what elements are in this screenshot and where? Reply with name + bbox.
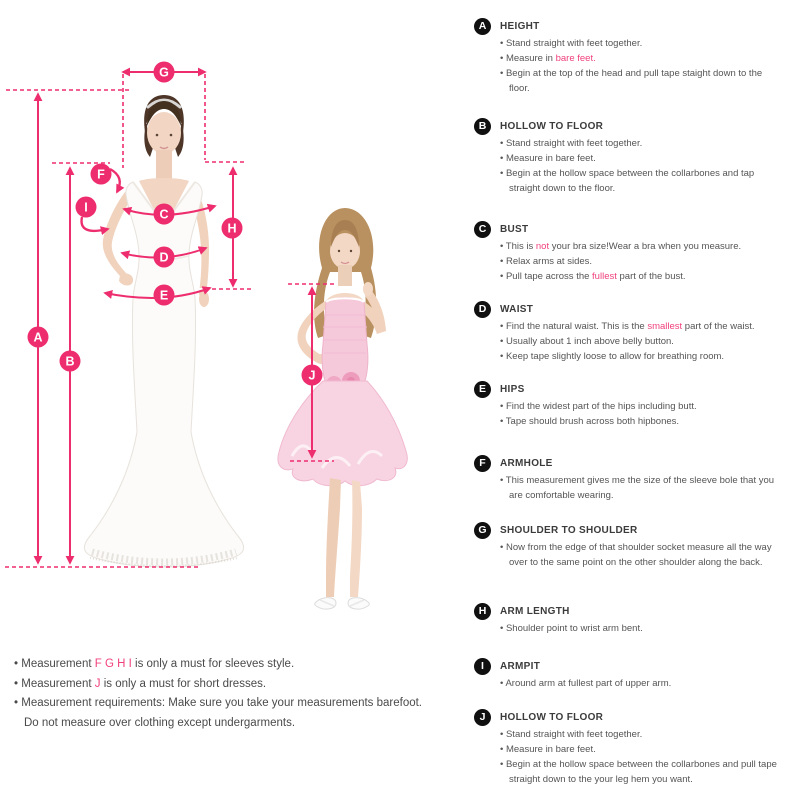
text-segment: Begin at the top of the head and pull tape staight down to the floor. <box>505 68 763 94</box>
section-letter-badge: C <box>474 221 491 238</box>
text-segment: Begin at the hollow space between the collarbones and pull tape straight down to the your leg hem you want. <box>505 759 777 785</box>
marker-b-badge <box>60 351 81 372</box>
section-letter-badge: B <box>474 118 491 135</box>
instruction-bullet <box>500 136 778 151</box>
text-segment: is only a must for short dresses. <box>100 677 267 690</box>
text-segment: part of the bust. <box>616 271 686 282</box>
section-bullets <box>500 676 778 691</box>
instruction-bullet <box>500 334 778 349</box>
instruction-bullet <box>500 621 778 636</box>
text-segment: Usually about 1 inch above belly button. <box>505 336 674 347</box>
section-letter-badge: G <box>474 522 491 539</box>
highlighted-text: smallest <box>647 321 683 332</box>
svg-text:F: F <box>97 167 105 182</box>
instruction-bullet <box>500 676 778 691</box>
instruction-bullet <box>500 166 778 196</box>
section-letter-badge: I <box>474 658 491 675</box>
section-title: SHOULDER TO SHOULDER <box>500 525 638 536</box>
section-d-waist <box>470 303 795 364</box>
text-segment: Measure in bare feet. <box>505 153 596 164</box>
text-segment: Tape should brush across both hipbones. <box>505 416 680 427</box>
marker-c-badge <box>154 204 175 225</box>
section-j-hollow-to-floor <box>470 711 795 787</box>
highlighted-text: J <box>94 677 101 690</box>
section-bullets <box>500 399 778 429</box>
svg-text:B: B <box>65 354 75 369</box>
svg-text:G: G <box>159 65 169 80</box>
text-segment: Measure in <box>505 53 556 64</box>
section-bullets <box>500 540 778 570</box>
section-title: HOLLOW TO FLOOR <box>500 712 604 723</box>
section-bullets <box>500 136 778 196</box>
text-segment: Shoulder point to wrist arm bent. <box>505 623 643 634</box>
note-line <box>14 675 464 695</box>
section-f-armhole <box>470 457 795 503</box>
instruction-bullet <box>500 254 778 269</box>
measurement-diagram <box>0 0 470 645</box>
text-segment: Stand straight with feet together. <box>505 38 643 49</box>
pink-skirt <box>278 381 407 486</box>
section-h-arm-length <box>470 605 795 636</box>
marker-i-badge <box>76 197 97 218</box>
section-title: ARM LENGTH <box>500 606 570 617</box>
svg-text:H: H <box>227 221 237 236</box>
marker-g-badge <box>154 62 175 83</box>
section-i-armpit <box>470 660 795 691</box>
instruction-bullet <box>500 757 778 787</box>
section-title: HOLLOW TO FLOOR <box>500 121 604 132</box>
instruction-bullet <box>500 414 778 429</box>
text-segment: Measurement <box>21 677 95 690</box>
marker-h-badge <box>222 218 243 239</box>
text-segment: Do not measure over clothing except undergarments. <box>24 716 296 729</box>
section-bullets <box>500 319 778 364</box>
highlighted-text: fullest <box>592 271 617 282</box>
highlighted-text: not <box>535 241 550 252</box>
svg-text:J: J <box>308 368 316 383</box>
section-bullets <box>500 36 778 96</box>
armpit-arrow-i <box>82 217 108 231</box>
section-bullets <box>500 621 778 636</box>
marker-a-badge <box>28 327 49 348</box>
note-line <box>14 655 464 675</box>
text-segment: Stand straight with feet together. <box>505 138 643 149</box>
instruction-bullet <box>500 349 778 364</box>
svg-text:E: E <box>159 288 169 303</box>
section-a-height <box>470 20 795 96</box>
text-segment: part of the waist. <box>682 321 755 332</box>
section-letter-badge: A <box>474 18 491 35</box>
text-segment: Relax arms at sides. <box>505 256 593 267</box>
armhole-arrow-f <box>110 169 120 192</box>
highlighted-text: bare feet. <box>555 53 596 64</box>
section-letter-badge: F <box>474 455 491 472</box>
section-letter-badge: J <box>474 709 491 726</box>
text-segment: Measurement requirements: Make sure you take your measurements barefoot. <box>21 697 423 709</box>
instruction-bullet <box>500 399 778 414</box>
section-bullets <box>500 239 778 284</box>
svg-text:D: D <box>159 250 169 265</box>
instruction-bullet <box>500 473 778 503</box>
text-segment: Stand straight with feet together. <box>505 729 643 740</box>
short-pink-dress-figure <box>278 208 407 609</box>
note-line <box>14 714 464 734</box>
section-title: WAIST <box>500 304 534 315</box>
section-letter-badge: E <box>474 381 491 398</box>
svg-text:C: C <box>159 207 169 222</box>
section-e-hips <box>470 383 795 429</box>
text-segment: Around arm at fullest part of upper arm. <box>505 678 672 689</box>
text-segment: This is <box>505 241 536 252</box>
section-bullets <box>500 473 778 503</box>
section-letter-badge: D <box>474 301 491 318</box>
section-c-bust <box>470 223 795 284</box>
text-segment: Find the widest part of the hips including butt. <box>505 401 697 412</box>
section-title: ARMPIT <box>500 661 541 672</box>
text-segment: your bra size!Wear a bra when you measure. <box>549 241 742 252</box>
text-segment: Find the natural waist. This is the <box>505 321 648 332</box>
section-title: HEIGHT <box>500 21 540 32</box>
note-line <box>14 694 464 714</box>
text-segment: Begin at the hollow space between the collarbones and tap straight down to the floor. <box>505 168 755 194</box>
section-bullets <box>500 727 778 787</box>
text-segment: Measure in bare feet. <box>505 744 596 755</box>
section-b-hollow-to-floor <box>470 120 795 196</box>
text-segment: Now from the edge of that shoulder socket measure all the way over to the same point on the other shoulder along the back. <box>505 542 772 568</box>
instruction-bullet <box>500 742 778 757</box>
instruction-bullet <box>500 151 778 166</box>
instruction-bullet <box>500 36 778 51</box>
text-segment: is only a must for sleeves style. <box>131 658 295 670</box>
bride-long-dress-figure <box>84 95 243 567</box>
section-title: HIPS <box>500 384 525 395</box>
instruction-bullet <box>500 540 778 570</box>
svg-text:A: A <box>33 330 43 345</box>
notes <box>14 655 464 733</box>
marker-f-badge <box>91 164 112 185</box>
instruction-bullet <box>500 727 778 742</box>
text-segment: Keep tape slightly loose to allow for breathing room. <box>505 351 725 362</box>
svg-text:I: I <box>84 200 88 215</box>
section-title: ARMHOLE <box>500 458 553 469</box>
marker-d-badge <box>154 247 175 268</box>
marker-j-badge <box>302 365 323 386</box>
instruction-bullet <box>500 269 778 284</box>
text-segment: Pull tape across the <box>505 271 593 282</box>
section-letter-badge: H <box>474 603 491 620</box>
instruction-bullet <box>500 239 778 254</box>
instruction-bullet <box>500 51 778 66</box>
highlighted-text: F G H I <box>94 658 132 670</box>
section-g-shoulder-to-shoulder <box>470 524 795 570</box>
text-segment: This measurement gives me the size of the sleeve bole that you are comfortable wearing. <box>505 475 775 501</box>
instruction-bullet <box>500 319 778 334</box>
marker-e-badge <box>154 285 175 306</box>
text-segment: Measurement <box>21 658 95 670</box>
instruction-list <box>470 0 800 800</box>
instruction-bullet <box>500 66 778 96</box>
section-title: BUST <box>500 224 529 235</box>
